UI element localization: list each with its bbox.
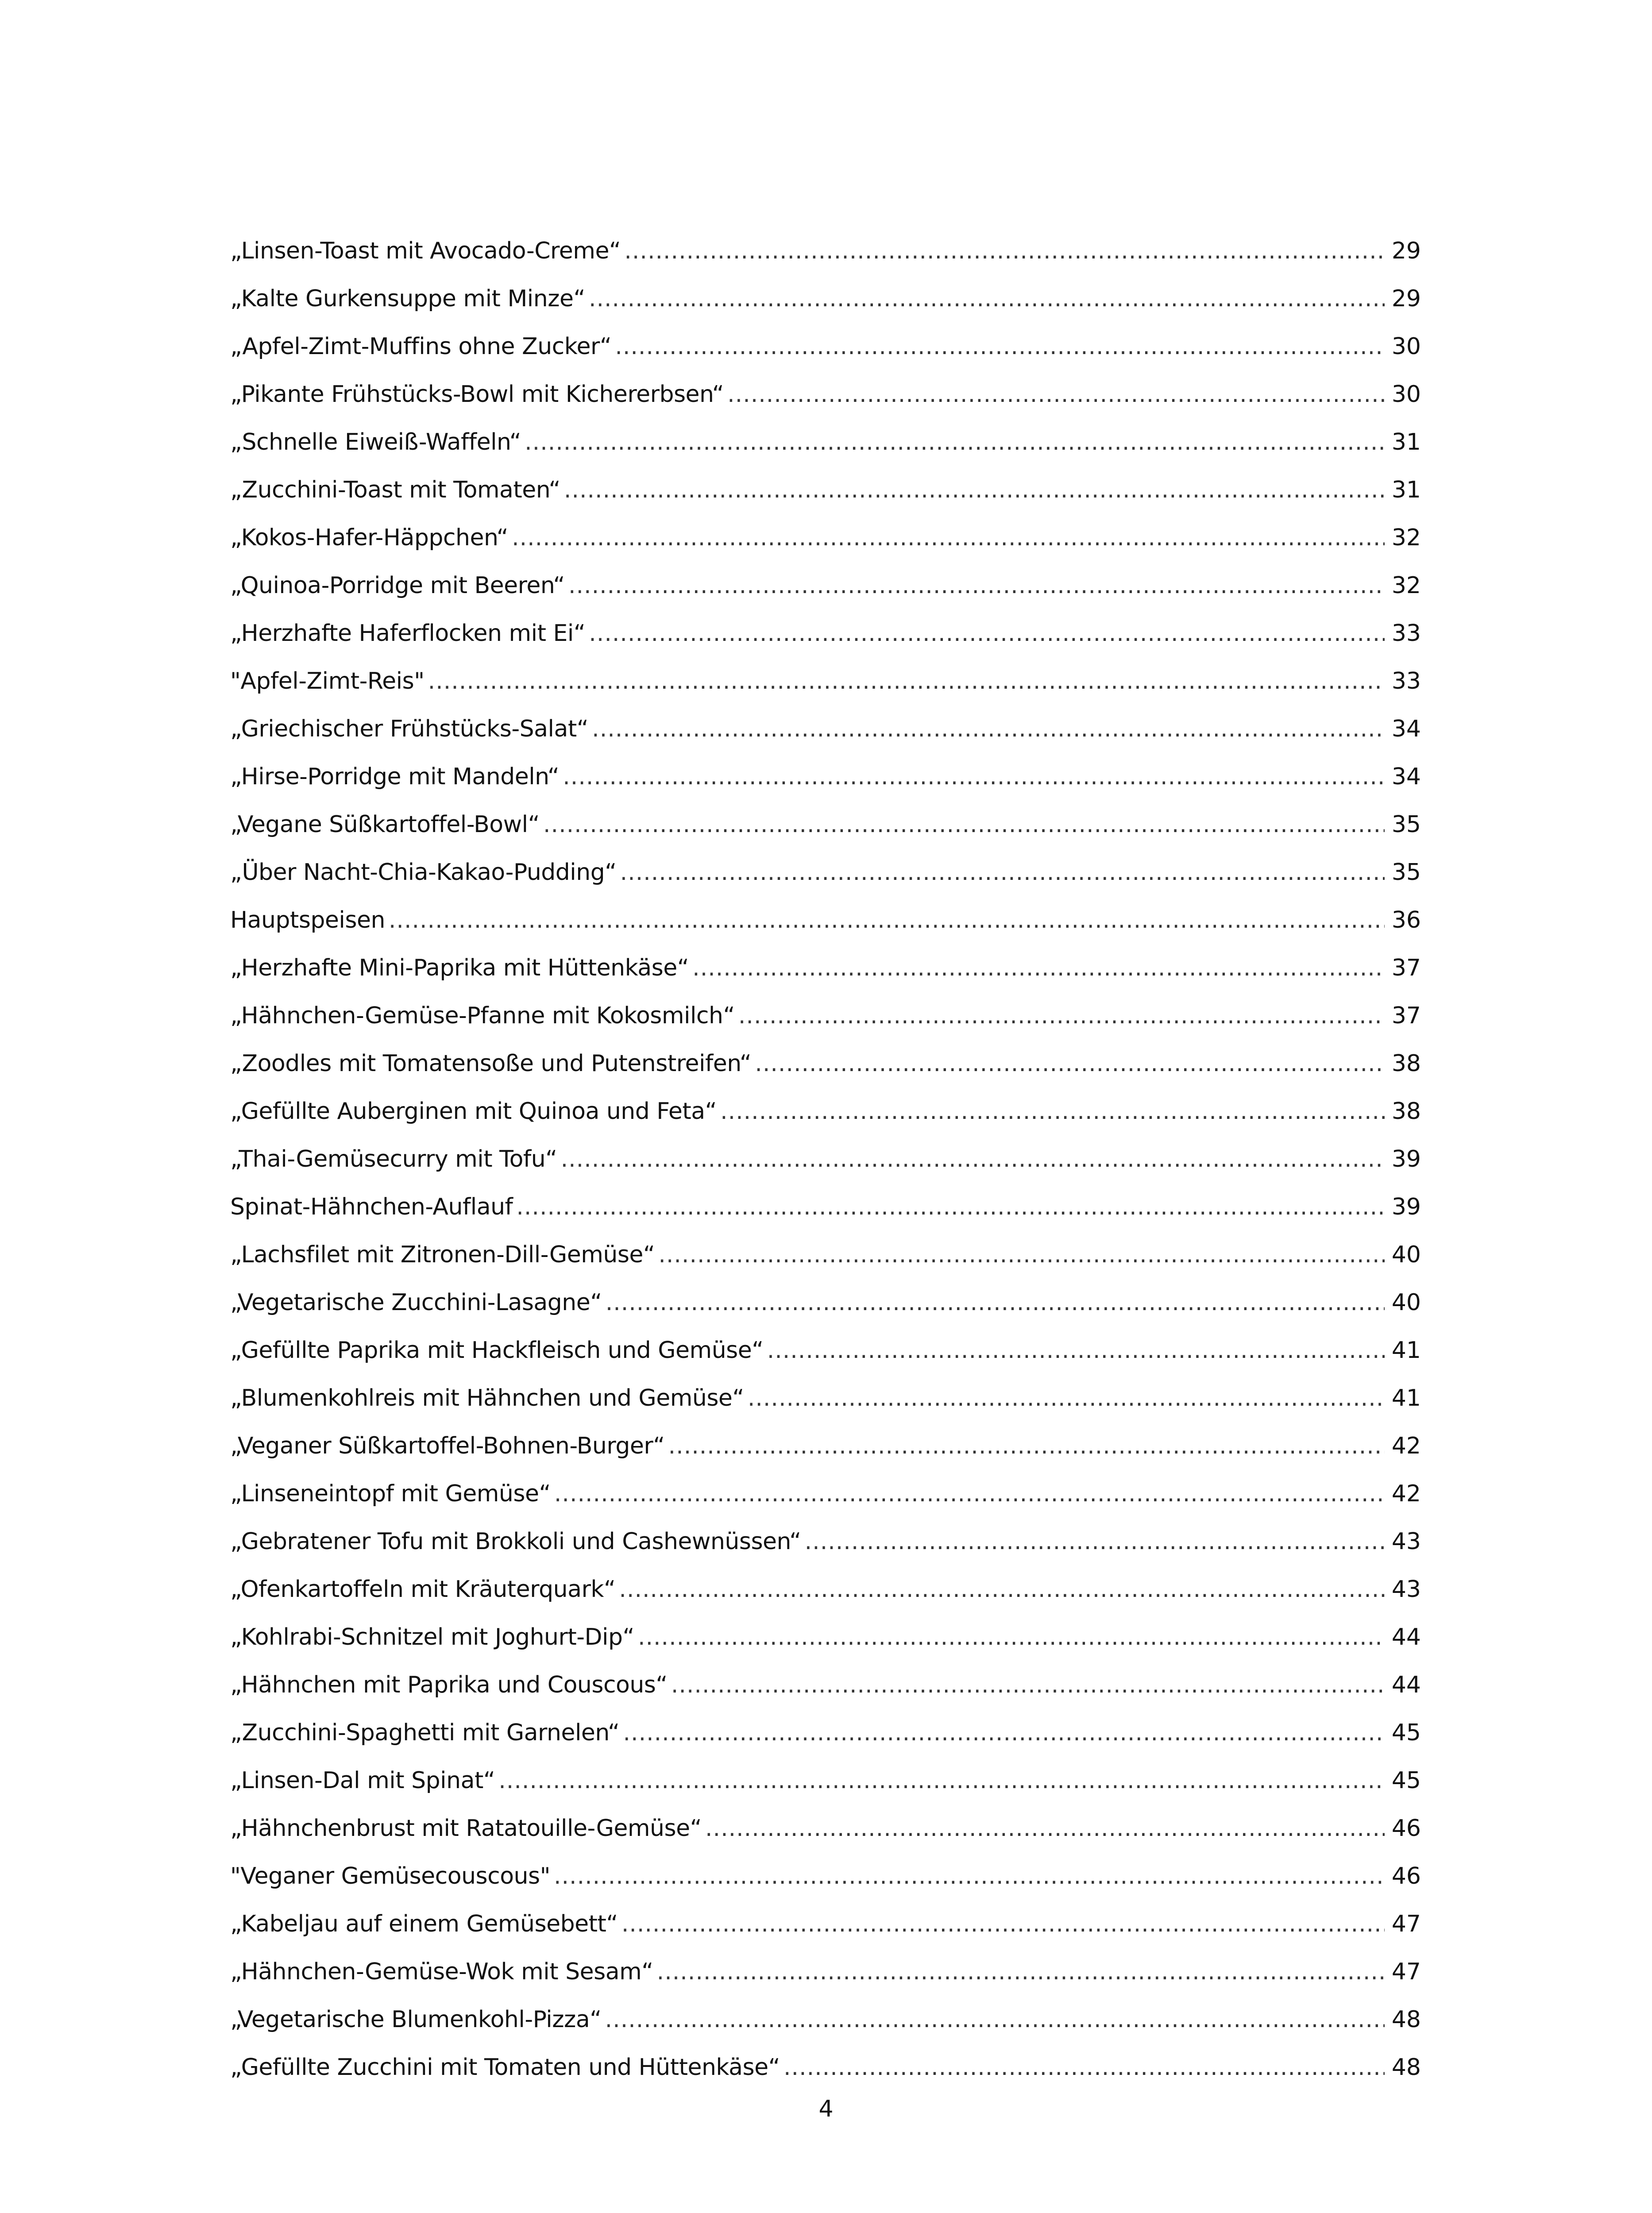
toc-dot-leader: [720, 1087, 1385, 1135]
toc-entry-page: 30: [1391, 333, 1421, 360]
toc-dot-leader: [563, 753, 1385, 801]
toc-entry[interactable]: [230, 1374, 1421, 1422]
toc-entry-page: 44: [1391, 1672, 1421, 1698]
toc-entry-title: „Schnelle Eiweiß-Waffeln“: [230, 429, 521, 455]
toc-entry[interactable]: [230, 275, 1421, 323]
toc-entry[interactable]: [230, 1613, 1421, 1661]
toc-dot-leader: [623, 1709, 1385, 1757]
toc-dot-leader: [657, 1948, 1385, 1996]
toc-entry-page: 38: [1391, 1098, 1421, 1125]
toc-dot-leader: [606, 1279, 1385, 1326]
toc-entry[interactable]: [230, 657, 1421, 705]
toc-dot-leader: [705, 1804, 1385, 1852]
toc-dot-leader: [748, 1374, 1385, 1422]
toc-entry-title: „Blumenkohlreis mit Hähnchen und Gemüse“: [230, 1385, 744, 1411]
toc-dot-leader: [525, 418, 1385, 466]
toc-entry-page: 46: [1391, 1863, 1421, 1889]
toc-dot-leader: [605, 1996, 1385, 2043]
toc-entry-page: 37: [1391, 1002, 1421, 1029]
toc-dot-leader: [767, 1326, 1385, 1374]
toc-entry-title: „Herzhafte Mini-Paprika mit Hüttenkäse“: [230, 955, 689, 981]
toc-entry-title: „Kokos-Hafer-Häppchen“: [230, 524, 509, 551]
toc-entry-page: 35: [1391, 811, 1421, 838]
toc-entry-page: 48: [1391, 2006, 1421, 2033]
toc-entry-page: 41: [1391, 1385, 1421, 1411]
toc-dot-leader: [727, 370, 1385, 418]
toc-entry[interactable]: [230, 1709, 1421, 1757]
toc-entry-title: „Vegetarische Blumenkohl-Pizza“: [230, 2006, 602, 2033]
toc-entry-title: „Gefüllte Zucchini mit Tomaten und Hüttenkäse“: [230, 2054, 780, 2081]
toc-entry-page: 43: [1391, 1576, 1421, 1603]
toc-entry-page: 37: [1391, 955, 1421, 981]
toc-entry[interactable]: [230, 1661, 1421, 1709]
toc-dot-leader: [619, 1565, 1385, 1613]
toc-dot-leader: [620, 848, 1385, 896]
toc-entry[interactable]: [230, 1518, 1421, 1565]
toc-entry-title: „Linsen-Dal mit Spinat“: [230, 1767, 495, 1794]
toc-entry-title: „Linseneintopf mit Gemüse“: [230, 1480, 551, 1507]
toc-entry-page: 47: [1391, 1959, 1421, 1985]
toc-entry-page: 45: [1391, 1767, 1421, 1794]
toc-dot-leader: [755, 1040, 1385, 1087]
toc-entry-title: „Über Nacht-Chia-Kakao-Pudding“: [230, 859, 617, 886]
toc-entry-title: „Vegetarische Zucchini-Lasagne“: [230, 1289, 602, 1316]
toc-entry-title: „Ofenkartoffeln mit Kräuterquark“: [230, 1576, 616, 1603]
toc-entry[interactable]: [230, 227, 1421, 275]
toc-dot-leader: [498, 1757, 1385, 1804]
toc-entry-page: 34: [1391, 763, 1421, 790]
toc-entry-page: 48: [1391, 2054, 1421, 2081]
toc-dot-leader: [568, 562, 1385, 609]
toc-entry-page: 44: [1391, 1624, 1421, 1650]
toc-entry-title: „Gefüllte Auberginen mit Quinoa und Feta“: [230, 1098, 717, 1125]
toc-dot-leader: [671, 1661, 1385, 1709]
toc-entry-title: Spinat-Hähnchen-Auflauf: [230, 1194, 513, 1220]
toc-entry-title: „Pikante Frühstücks-Bowl mit Kichererbsen“: [230, 381, 724, 408]
toc-entry[interactable]: [230, 2043, 1421, 2091]
toc-entry[interactable]: [230, 1183, 1421, 1231]
toc-entry-page: 29: [1391, 285, 1421, 312]
toc-entry[interactable]: [230, 466, 1421, 514]
toc-entry[interactable]: [230, 801, 1421, 848]
toc-entry-title: „Zucchini-Spaghetti mit Garnelen“: [230, 1720, 620, 1746]
toc-entry-page: 31: [1391, 477, 1421, 503]
toc-dot-leader: [543, 801, 1385, 848]
toc-entry-title: „Linsen-Toast mit Avocado-Creme“: [230, 238, 621, 264]
toc-dot-leader: [624, 227, 1385, 275]
toc-dot-leader: [589, 609, 1385, 657]
toc-entry[interactable]: [230, 1948, 1421, 1996]
toc-entry[interactable]: [230, 562, 1421, 609]
toc-entry[interactable]: [230, 1900, 1421, 1948]
toc-entry-title: „Hähnchen-Gemüse-Pfanne mit Kokosmilch“: [230, 1002, 735, 1029]
toc-entry[interactable]: [230, 1326, 1421, 1374]
toc-entry-page: 30: [1391, 381, 1421, 408]
toc-entry-title: „Griechischer Frühstücks-Salat“: [230, 716, 589, 742]
toc-entry-page: 38: [1391, 1050, 1421, 1077]
toc-entry-title: "Veganer Gemüsecouscous": [230, 1863, 550, 1889]
toc-entry[interactable]: [230, 418, 1421, 466]
toc-dot-leader: [621, 1900, 1385, 1948]
toc-dot-leader: [738, 992, 1385, 1040]
toc-entry-title: „Zucchini-Toast mit Tomaten“: [230, 477, 560, 503]
toc-entry-page: 45: [1391, 1720, 1421, 1746]
toc-entry-page: 43: [1391, 1528, 1421, 1555]
toc-dot-leader: [516, 1183, 1385, 1231]
toc-entry-title: „Hähnchenbrust mit Ratatouille-Gemüse“: [230, 1815, 702, 1842]
page-number: 4: [818, 2096, 834, 2122]
toc-entry-title: „Vegane Süßkartoffel-Bowl“: [230, 811, 540, 838]
toc-entry[interactable]: [230, 1852, 1421, 1900]
toc-entry[interactable]: [230, 1135, 1421, 1183]
toc-entry[interactable]: [230, 1279, 1421, 1326]
table-of-contents: [230, 227, 1421, 2091]
toc-entry-title: „Kohlrabi-Schnitzel mit Joghurt-Dip“: [230, 1624, 634, 1650]
toc-entry-page: 32: [1391, 572, 1421, 599]
toc-entry[interactable]: [230, 323, 1421, 370]
toc-entry-title: „Veganer Süßkartoffel-Bohnen-Burger“: [230, 1433, 665, 1459]
toc-dot-leader: [554, 1470, 1385, 1518]
toc-dot-leader: [589, 275, 1385, 323]
toc-entry-page: 34: [1391, 716, 1421, 742]
toc-entry-title: „Gebratener Tofu mit Brokkoli und Cashewnüssen“: [230, 1528, 801, 1555]
toc-dot-leader: [512, 514, 1385, 562]
toc-entry[interactable]: [230, 1565, 1421, 1613]
toc-entry-title: „Hirse-Porridge mit Mandeln“: [230, 763, 560, 790]
toc-dot-leader: [564, 466, 1385, 514]
toc-entry-page: 40: [1391, 1289, 1421, 1316]
toc-entry[interactable]: [230, 1757, 1421, 1804]
toc-entry[interactable]: [230, 753, 1421, 801]
toc-dot-leader: [592, 705, 1385, 753]
toc-entry-page: 36: [1391, 907, 1421, 933]
toc-entry[interactable]: [230, 705, 1421, 753]
toc-entry-page: 32: [1391, 524, 1421, 551]
toc-entry-page: 42: [1391, 1480, 1421, 1507]
toc-entry-title: Hauptspeisen: [230, 907, 385, 933]
toc-entry-title: „Hähnchen-Gemüse-Wok mit Sesam“: [230, 1959, 653, 1985]
toc-dot-leader: [692, 944, 1385, 992]
toc-dot-leader: [615, 323, 1385, 370]
toc-entry-title: „Zoodles mit Tomatensoße und Putenstreifen“: [230, 1050, 752, 1077]
toc-entry-title: „Quinoa-Porridge mit Beeren“: [230, 572, 565, 599]
toc-entry-page: 31: [1391, 429, 1421, 455]
toc-entry-page: 39: [1391, 1146, 1421, 1172]
toc-entry-page: 29: [1391, 238, 1421, 264]
toc-entry-title: „Kabeljau auf einem Gemüsebett“: [230, 1911, 618, 1937]
toc-dot-leader: [805, 1518, 1385, 1565]
toc-entry[interactable]: [230, 896, 1421, 944]
toc-entry[interactable]: [230, 1470, 1421, 1518]
toc-entry[interactable]: [230, 1231, 1421, 1279]
toc-entry[interactable]: [230, 514, 1421, 562]
toc-entry[interactable]: [230, 848, 1421, 896]
toc-dot-leader: [554, 1852, 1385, 1900]
toc-dot-leader: [428, 657, 1385, 705]
toc-entry[interactable]: [230, 1996, 1421, 2043]
toc-entry-page: 47: [1391, 1911, 1421, 1937]
toc-entry[interactable]: [230, 944, 1421, 992]
toc-entry-page: 46: [1391, 1815, 1421, 1842]
toc-entry-page: 42: [1391, 1433, 1421, 1459]
toc-entry-title: „Thai-Gemüsecurry mit Tofu“: [230, 1146, 557, 1172]
toc-entry-page: 40: [1391, 1241, 1421, 1268]
toc-entry-page: 41: [1391, 1337, 1421, 1364]
toc-entry-title: „Lachsfilet mit Zitronen-Dill-Gemüse“: [230, 1241, 655, 1268]
toc-entry[interactable]: [230, 992, 1421, 1040]
toc-entry[interactable]: [230, 370, 1421, 418]
toc-entry-title: „Hähnchen mit Paprika und Couscous“: [230, 1672, 668, 1698]
toc-entry[interactable]: [230, 609, 1421, 657]
toc-entry[interactable]: [230, 1087, 1421, 1135]
toc-dot-leader: [561, 1135, 1385, 1183]
toc-entry-title: "Apfel-Zimt-Reis": [230, 668, 425, 694]
toc-entry-title: „Herzhafte Haferflocken mit Ei“: [230, 620, 586, 647]
toc-dot-leader: [668, 1422, 1385, 1470]
toc-dot-leader: [658, 1231, 1385, 1279]
toc-dot-leader: [784, 2043, 1385, 2091]
toc-dot-leader: [389, 896, 1385, 944]
toc-entry[interactable]: [230, 1422, 1421, 1470]
toc-entry-title: „Kalte Gurkensuppe mit Minze“: [230, 285, 585, 312]
toc-entry-page: 33: [1391, 620, 1421, 647]
toc-entry-page: 35: [1391, 859, 1421, 886]
toc-dot-leader: [638, 1613, 1385, 1661]
toc-entry-title: „Gefüllte Paprika mit Hackfleisch und Gemüse“: [230, 1337, 764, 1364]
toc-entry[interactable]: [230, 1804, 1421, 1852]
toc-entry-page: 33: [1391, 668, 1421, 694]
toc-entry[interactable]: [230, 1040, 1421, 1087]
toc-entry-title: „Apfel-Zimt-Muffins ohne Zucker“: [230, 333, 612, 360]
toc-entry-page: 39: [1391, 1194, 1421, 1220]
